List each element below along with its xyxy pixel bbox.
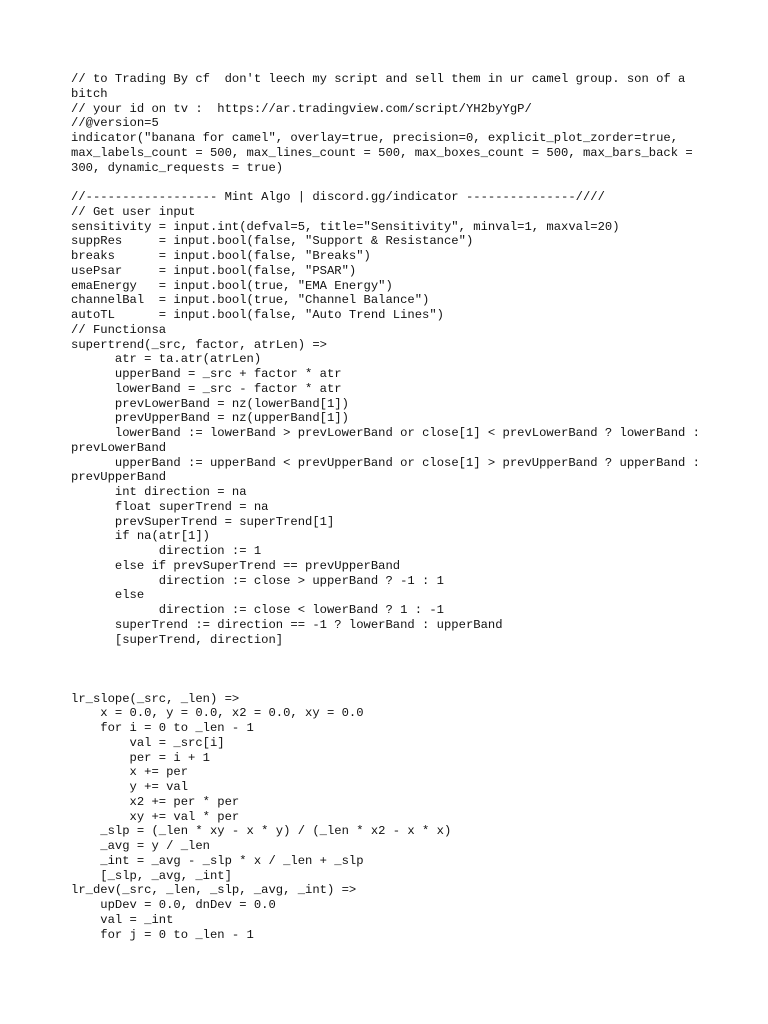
code-line: sensitivity = input.int(defval=5, title="Sensitivity", minval=1, maxval=20) <box>71 219 620 234</box>
code-line: [_slp, _avg, _int] <box>71 868 232 883</box>
code-line: usePsar = input.bool(false, "PSAR") <box>71 263 357 278</box>
code-line: lowerBand = _src - factor * atr <box>71 381 342 396</box>
code-line: int direction = na <box>71 485 247 499</box>
code-line: autoTL = input.bool(false, "Auto Trend Lines") <box>71 308 444 322</box>
code-line: // to Trading By cf don't leech my script and sell them in ur camel group. son of a bitch <box>71 72 693 101</box>
code-line: superTrend := direction == -1 ? lowerBand : upperBand <box>71 617 503 632</box>
code-line: else if prevSuperTrend == prevUpperBand <box>71 558 401 573</box>
code-line <box>71 677 707 692</box>
code-line <box>71 662 707 677</box>
code-line: _int = _avg - _slp * x / _len + _slp <box>71 853 364 868</box>
code-line: direction := close < lowerBand ? 1 : -1 <box>71 603 444 617</box>
code-line: lr_dev(_src, _len, _slp, _avg, _int) => <box>71 883 357 898</box>
code-line: lr_slope(_src, _len) => <box>71 691 240 706</box>
code-line: prevSuperTrend = superTrend[1] <box>71 514 335 529</box>
code-line: x2 += per * per <box>71 794 240 809</box>
code-listing <box>71 72 707 942</box>
code-line: // your id on tv : https://ar.tradingview.com/script/YH2byYgP/ <box>71 101 532 116</box>
code-line: atr = ta.atr(atrLen) <box>71 352 262 367</box>
code-line: supertrend(_src, factor, atrLen) => <box>71 337 327 352</box>
code-line: xy += val * per <box>71 809 240 824</box>
code-line: if na(atr[1]) <box>71 529 210 544</box>
code-line: channelBal = input.bool(true, "Channel Balance") <box>71 293 430 308</box>
code-line: upperBand = _src + factor * atr <box>71 367 342 381</box>
code-line: direction := 1 <box>71 544 262 558</box>
code-line: for j = 0 to _len - 1 <box>71 927 254 942</box>
code-line: prevLowerBand = nz(lowerBand[1]) <box>71 396 349 411</box>
code-line: suppRes = input.bool(false, "Support & Resistance") <box>71 234 474 249</box>
code-line: // Functionsa <box>71 322 167 337</box>
code-line: per = i + 1 <box>71 750 210 765</box>
code-line: upperBand := upperBand < prevUpperBand or close[1] > prevUpperBand ? upperBand : prevUpperBand <box>71 455 708 485</box>
code-line: [superTrend, direction] <box>71 632 284 647</box>
code-line: x = 0.0, y = 0.0, x2 = 0.0, xy = 0.0 <box>71 706 364 721</box>
code-line <box>71 175 707 190</box>
code-line: else <box>71 588 145 603</box>
code-line: y += val <box>71 780 189 794</box>
code-line: // Get user input <box>71 204 196 219</box>
code-line: x += per <box>71 765 189 780</box>
code-line: _slp = (_len * xy - x * y) / (_len * x2 - x * x) <box>71 824 452 839</box>
code-line: //@version=5 <box>71 116 159 131</box>
code-line: _avg = y / _len <box>71 839 210 853</box>
code-line: emaEnergy = input.bool(true, "EMA Energy") <box>71 278 393 293</box>
code-line: for i = 0 to _len - 1 <box>71 721 254 735</box>
code-line <box>71 647 707 662</box>
code-line: val = _src[i] <box>71 735 225 750</box>
code-line: //------------------ Mint Algo | discord.gg/indicator ---------------//// <box>71 190 605 204</box>
code-line: breaks = input.bool(false, "Breaks") <box>71 249 371 263</box>
code-line: val = _int <box>71 912 174 927</box>
code-line: lowerBand := lowerBand > prevLowerBand or close[1] < prevLowerBand ? lowerBand : prevLowerBand <box>71 426 708 455</box>
code-line: direction := close > upperBand ? -1 : 1 <box>71 573 444 588</box>
code-line: float superTrend = na <box>71 499 269 514</box>
code-line: upDev = 0.0, dnDev = 0.0 <box>71 898 276 912</box>
code-line: indicator("banana for camel", overlay=true, precision=0, explicit_plot_zorder=true, max_labels_count = 500, max_lines_count = 500, max_boxes_count = 500, max_bars_back = 300, dynamic_requests = true) <box>71 131 700 175</box>
code-line: prevUpperBand = nz(upperBand[1]) <box>71 411 349 426</box>
